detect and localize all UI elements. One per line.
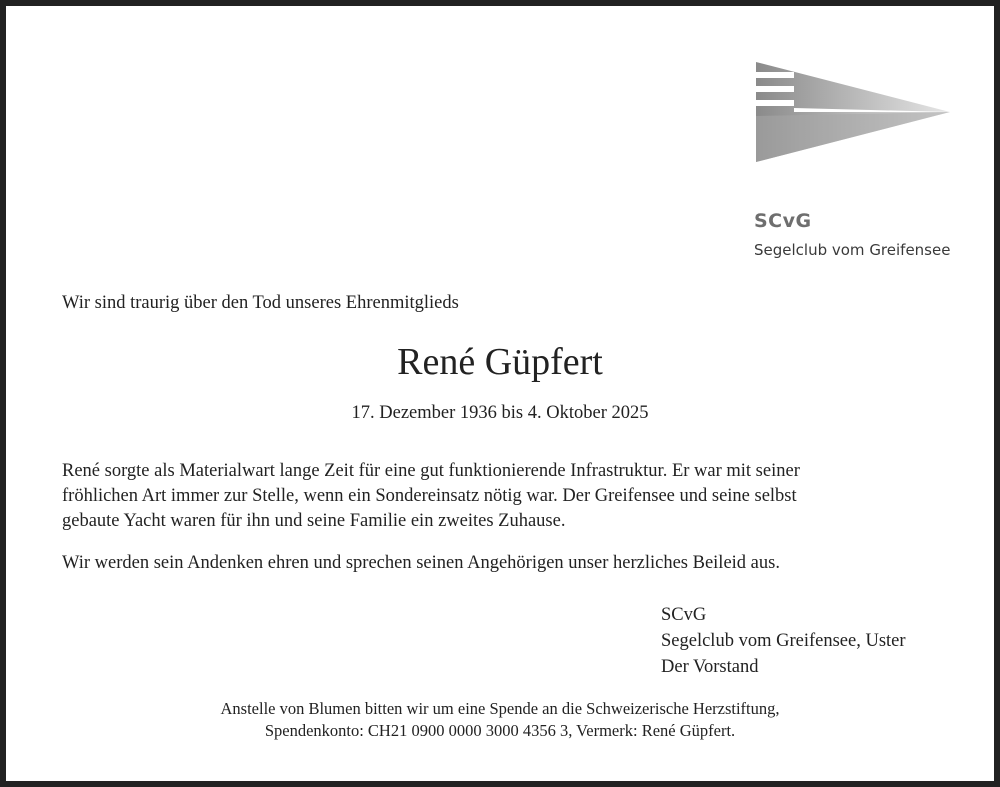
donation-line: Anstelle von Blumen bitten wir um eine Spende an die Schweizerische Herzstiftung, <box>220 699 780 718</box>
body-line: fröhlichen Art immer zur Stelle, wenn ein Sondereinsatz nötig war. Der Greifensee und seine selbst <box>62 486 797 506</box>
signature-line: Segelclub vom Greifensee, Uster <box>661 631 906 651</box>
club-name: Segelclub vom Greifensee <box>754 241 951 259</box>
pennant-flag-icon <box>750 60 956 170</box>
signature-block <box>661 602 906 680</box>
body-paragraph <box>62 459 962 534</box>
intro-text: Wir sind traurig über den Tod unseres Ehrenmitglieds <box>62 293 459 313</box>
body-line: René sorgte als Materialwart lange Zeit für eine gut funktionierende Infrastruktur. Er war mit seiner <box>62 461 800 481</box>
club-abbreviation: SCvG <box>754 210 812 232</box>
condolence-text: Wir werden sein Andenken ehren und sprechen seinen Angehörigen unser herzliches Beileid aus. <box>62 553 780 573</box>
deceased-name: René Güpfert <box>397 341 603 383</box>
signature-line: Der Vorstand <box>661 657 759 677</box>
donation-note <box>6 698 994 742</box>
body-line: gebaute Yacht waren für ihn und seine Familie ein zweites Zuhause. <box>62 511 566 531</box>
signature-line: SCvG <box>661 605 707 625</box>
donation-line: Spendenkonto: CH21 0900 0000 3000 4356 3, Vermerk: René Güpfert. <box>264 721 736 740</box>
life-dates: 17. Dezember 1936 bis 4. Oktober 2025 <box>351 403 649 423</box>
